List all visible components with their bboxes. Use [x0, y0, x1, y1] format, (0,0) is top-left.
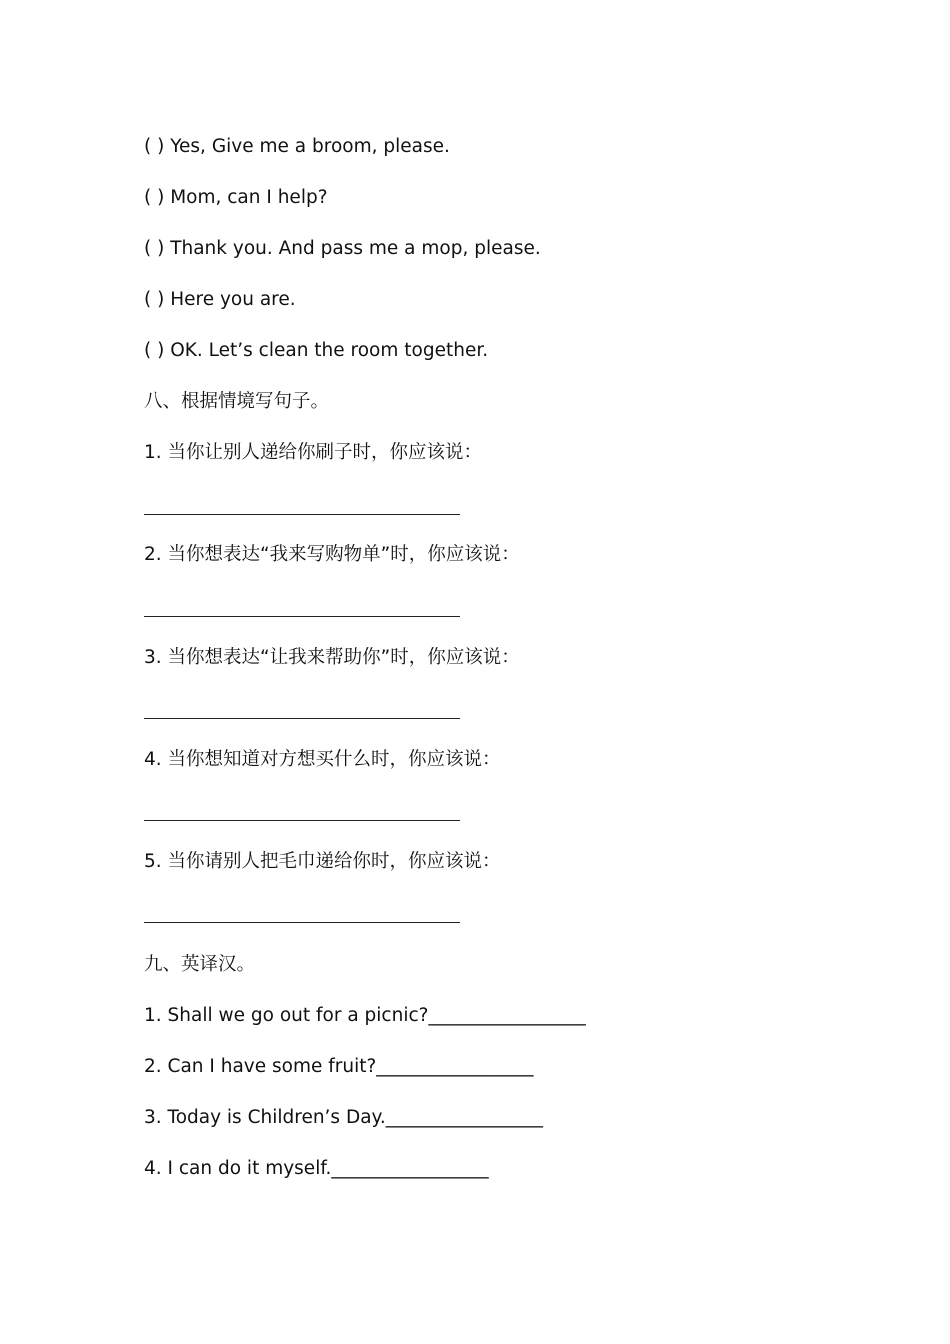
ordering-line-2: ( ) Mom, can I help?: [144, 187, 328, 208]
section-8-heading: 八、根据情境写句子。: [144, 391, 330, 412]
section-8-question-5: 5. 当你请别人把毛巾递给你时，你应该说：: [144, 851, 501, 872]
section-9-item-4[interactable]: 4. I can do it myself._________________: [144, 1158, 489, 1179]
answer-line-4[interactable]: [144, 820, 460, 821]
section-8-question-2: 2. 当你想表达“我来写购物单”时，你应该说：: [144, 544, 520, 565]
section-8-question-1: 1. 当你让别人递给你刷子时，你应该说：: [144, 442, 483, 463]
section-9-item-3[interactable]: 3. Today is Children’s Day._________________: [144, 1107, 543, 1128]
answer-line-5[interactable]: [144, 922, 460, 923]
ordering-line-5: ( ) OK. Let’s clean the room together.: [144, 340, 489, 361]
section-8-question-4: 4. 当你想知道对方想买什么时，你应该说：: [144, 749, 501, 770]
answer-line-3[interactable]: [144, 718, 460, 719]
section-9-item-2[interactable]: 2. Can I have some fruit?_________________: [144, 1056, 534, 1077]
ordering-line-1: ( ) Yes, Give me a broom, please.: [144, 136, 450, 157]
ordering-line-4: ( ) Here you are.: [144, 289, 296, 310]
section-9-item-1[interactable]: 1. Shall we go out for a picnic?_________________: [144, 1005, 586, 1026]
answer-line-1[interactable]: [144, 514, 460, 515]
section-8-question-3: 3. 当你想表达“让我来帮助你”时，你应该说：: [144, 647, 520, 668]
ordering-line-3: ( ) Thank you. And pass me a mop, please.: [144, 238, 541, 259]
answer-line-2[interactable]: [144, 616, 460, 617]
section-9-heading: 九、英译汉。: [144, 954, 256, 975]
